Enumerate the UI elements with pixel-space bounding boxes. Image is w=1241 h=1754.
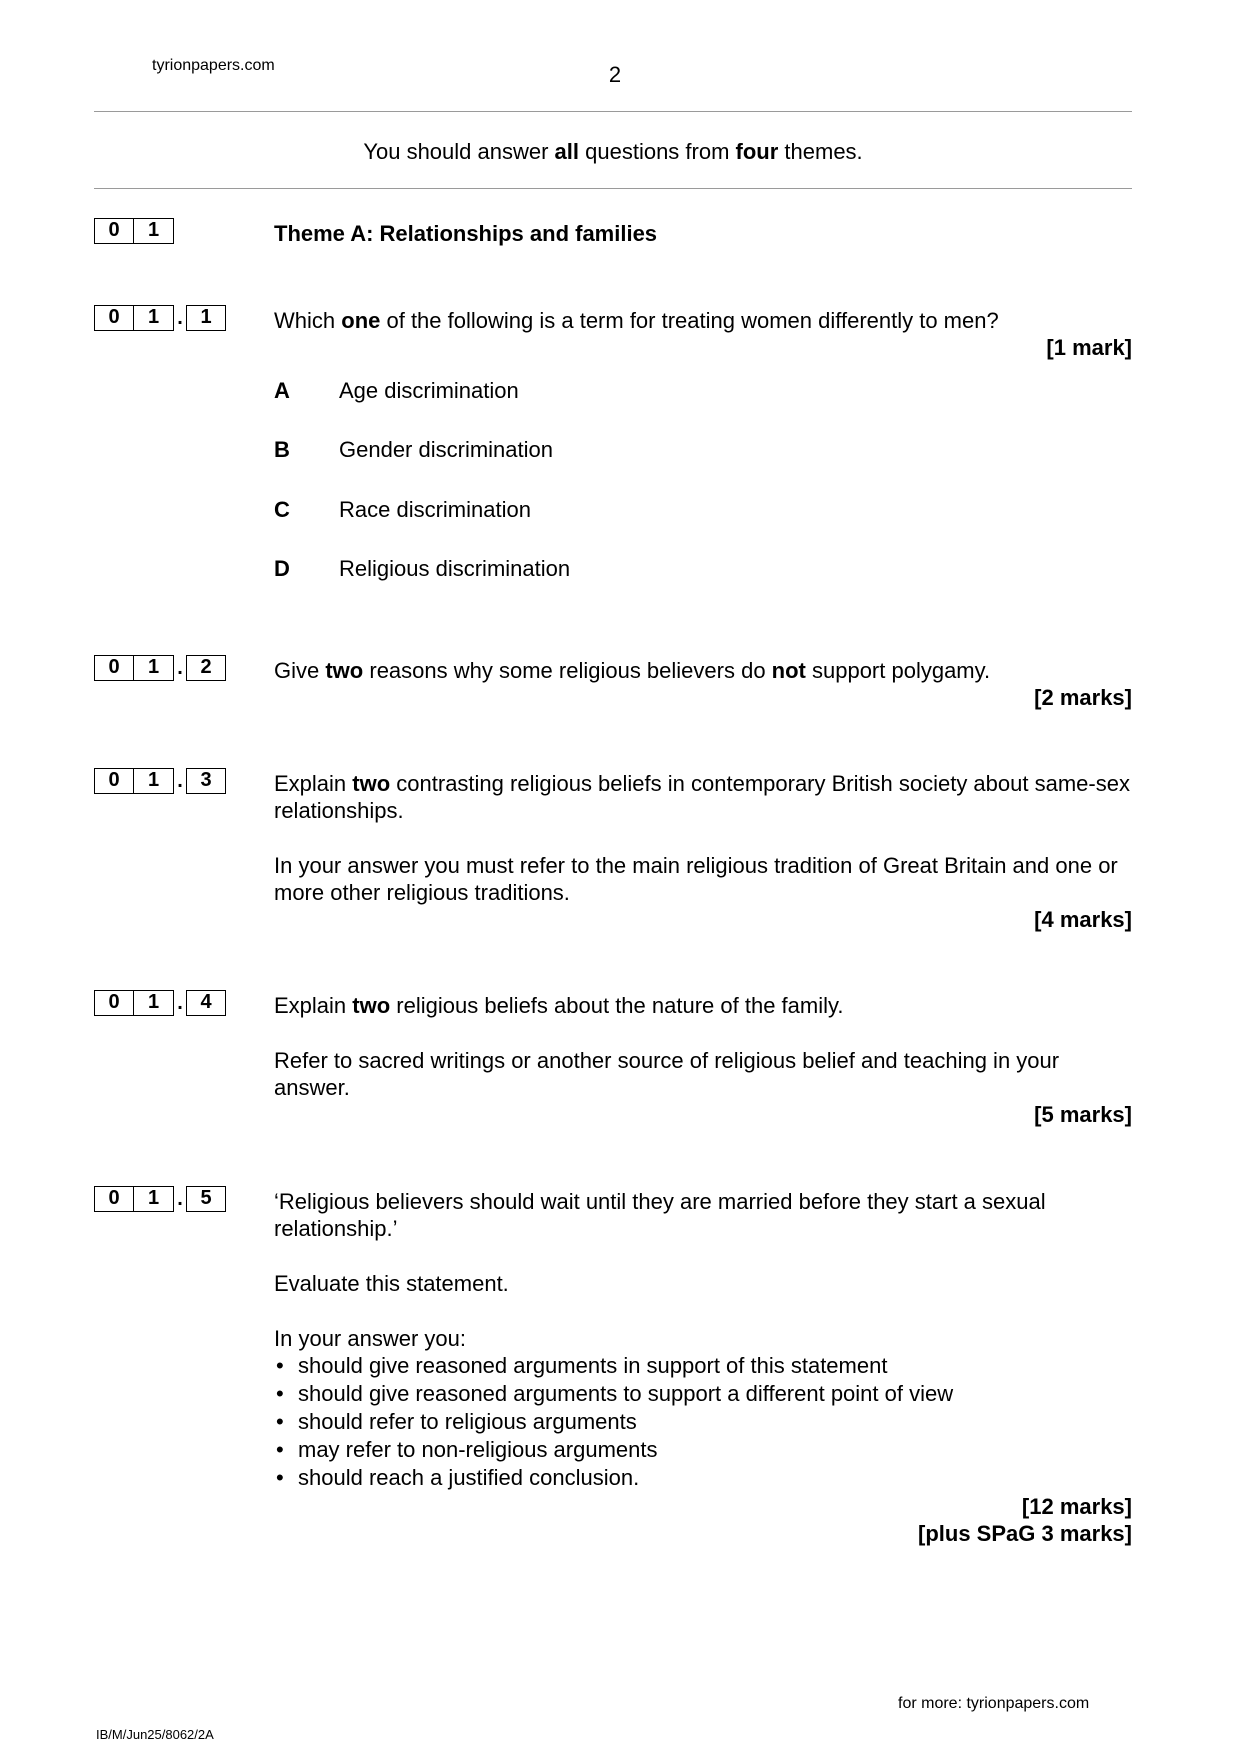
footer-paper-code: IB/M/Jun25/8062/2A bbox=[96, 1727, 214, 1742]
digit-box: 0 bbox=[94, 305, 134, 331]
evaluate-instruction: Evaluate this statement. bbox=[274, 1271, 509, 1296]
option-letter: D bbox=[274, 556, 290, 581]
question-text: Explain two contrasting religious beliefs in contemporary British society about same-sex relationships. bbox=[274, 771, 1130, 823]
option-a bbox=[274, 378, 519, 404]
number-dot: . bbox=[177, 1188, 183, 1210]
digit-box: 1 bbox=[134, 305, 174, 331]
footer-more-link: for more: tyrionpapers.com bbox=[898, 1695, 1090, 1712]
question-instruction: In your answer you must refer to the main religious tradition of Great Britain and one or more other religious traditions. bbox=[274, 853, 1118, 905]
list-item: • should give reasoned arguments in support of this statement bbox=[274, 1352, 1132, 1380]
instruction-divider bbox=[94, 188, 1132, 189]
question-text: Explain two religious beliefs about the nature of the family. bbox=[274, 993, 844, 1018]
question-number-01-2 bbox=[94, 655, 226, 681]
digit-box: 3 bbox=[186, 768, 226, 794]
digit-box: 2 bbox=[186, 655, 226, 681]
list-item: • may refer to non-religious arguments bbox=[274, 1436, 1132, 1464]
digit-box: 0 bbox=[94, 655, 134, 681]
question-number-01-4 bbox=[94, 990, 226, 1016]
theme-title: Theme A: Relationships and families bbox=[274, 221, 658, 246]
question-text: Which one of the following is a term for treating women differently to men? bbox=[274, 308, 999, 333]
list-item: • should reach a justified conclusion. bbox=[274, 1464, 1132, 1492]
question-number-01-1 bbox=[94, 305, 226, 331]
marks-label: [2 marks] bbox=[1034, 685, 1132, 710]
option-text: Religious discrimination bbox=[339, 556, 571, 581]
question-instruction: Refer to sacred writings or another source of religious belief and teaching in your answer. bbox=[274, 1048, 1060, 1100]
marks-label: [12 marks] bbox=[1021, 1494, 1132, 1519]
question-01-5 bbox=[274, 1188, 1132, 1547]
answer-criteria-list bbox=[274, 1352, 1132, 1492]
digit-box: 0 bbox=[94, 990, 134, 1016]
digit-box: 1 bbox=[134, 218, 174, 244]
digit-box: 4 bbox=[186, 990, 226, 1016]
number-dot: . bbox=[177, 770, 183, 792]
number-dot: . bbox=[177, 992, 183, 1014]
page-number: 2 bbox=[608, 62, 622, 87]
answer-intro: In your answer you: bbox=[274, 1326, 466, 1351]
header-site: tyrionpapers.com bbox=[152, 57, 275, 74]
digit-box: 1 bbox=[134, 1186, 174, 1212]
number-dot: . bbox=[177, 657, 183, 679]
option-text: Age discrimination bbox=[339, 378, 519, 403]
option-letter: C bbox=[274, 497, 290, 522]
digit-box: 0 bbox=[94, 768, 134, 794]
option-c bbox=[274, 497, 531, 523]
option-text: Race discrimination bbox=[339, 497, 531, 522]
marks-label: [4 marks] bbox=[1034, 907, 1132, 932]
number-dot: . bbox=[177, 307, 183, 329]
question-01-3 bbox=[274, 770, 1132, 933]
option-b bbox=[274, 437, 553, 463]
option-letter: A bbox=[274, 378, 290, 403]
list-item: • should give reasoned arguments to support a different point of view bbox=[274, 1380, 1132, 1408]
theme-number bbox=[94, 218, 174, 244]
top-divider bbox=[94, 111, 1132, 112]
marks-label: [1 mark] bbox=[1046, 335, 1132, 360]
question-01-4 bbox=[274, 992, 1132, 1128]
digit-box: 0 bbox=[94, 218, 134, 244]
question-01-1 bbox=[274, 307, 1132, 361]
question-number-01-3 bbox=[94, 768, 226, 794]
question-statement: ‘Religious believers should wait until they are married before they start a sexual relationship.’ bbox=[274, 1189, 1046, 1241]
digit-box: 0 bbox=[94, 1186, 134, 1212]
list-item: • should refer to religious arguments bbox=[274, 1408, 1132, 1436]
question-number-01-5 bbox=[94, 1186, 226, 1212]
marks-label: [5 marks] bbox=[1034, 1102, 1132, 1127]
spag-marks-label: [plus SPaG 3 marks] bbox=[918, 1521, 1132, 1546]
digit-box: 1 bbox=[134, 768, 174, 794]
digit-box: 5 bbox=[186, 1186, 226, 1212]
option-d bbox=[274, 556, 570, 582]
digit-box: 1 bbox=[186, 305, 226, 331]
option-text: Gender discrimination bbox=[339, 437, 553, 462]
question-text: Give two reasons why some religious believers do not support polygamy. bbox=[274, 658, 991, 683]
digit-box: 1 bbox=[134, 655, 174, 681]
digit-box: 1 bbox=[134, 990, 174, 1016]
instruction-line: You should answer all questions from four themes. bbox=[363, 139, 863, 164]
question-01-2 bbox=[274, 657, 1132, 711]
option-letter: B bbox=[274, 437, 290, 462]
